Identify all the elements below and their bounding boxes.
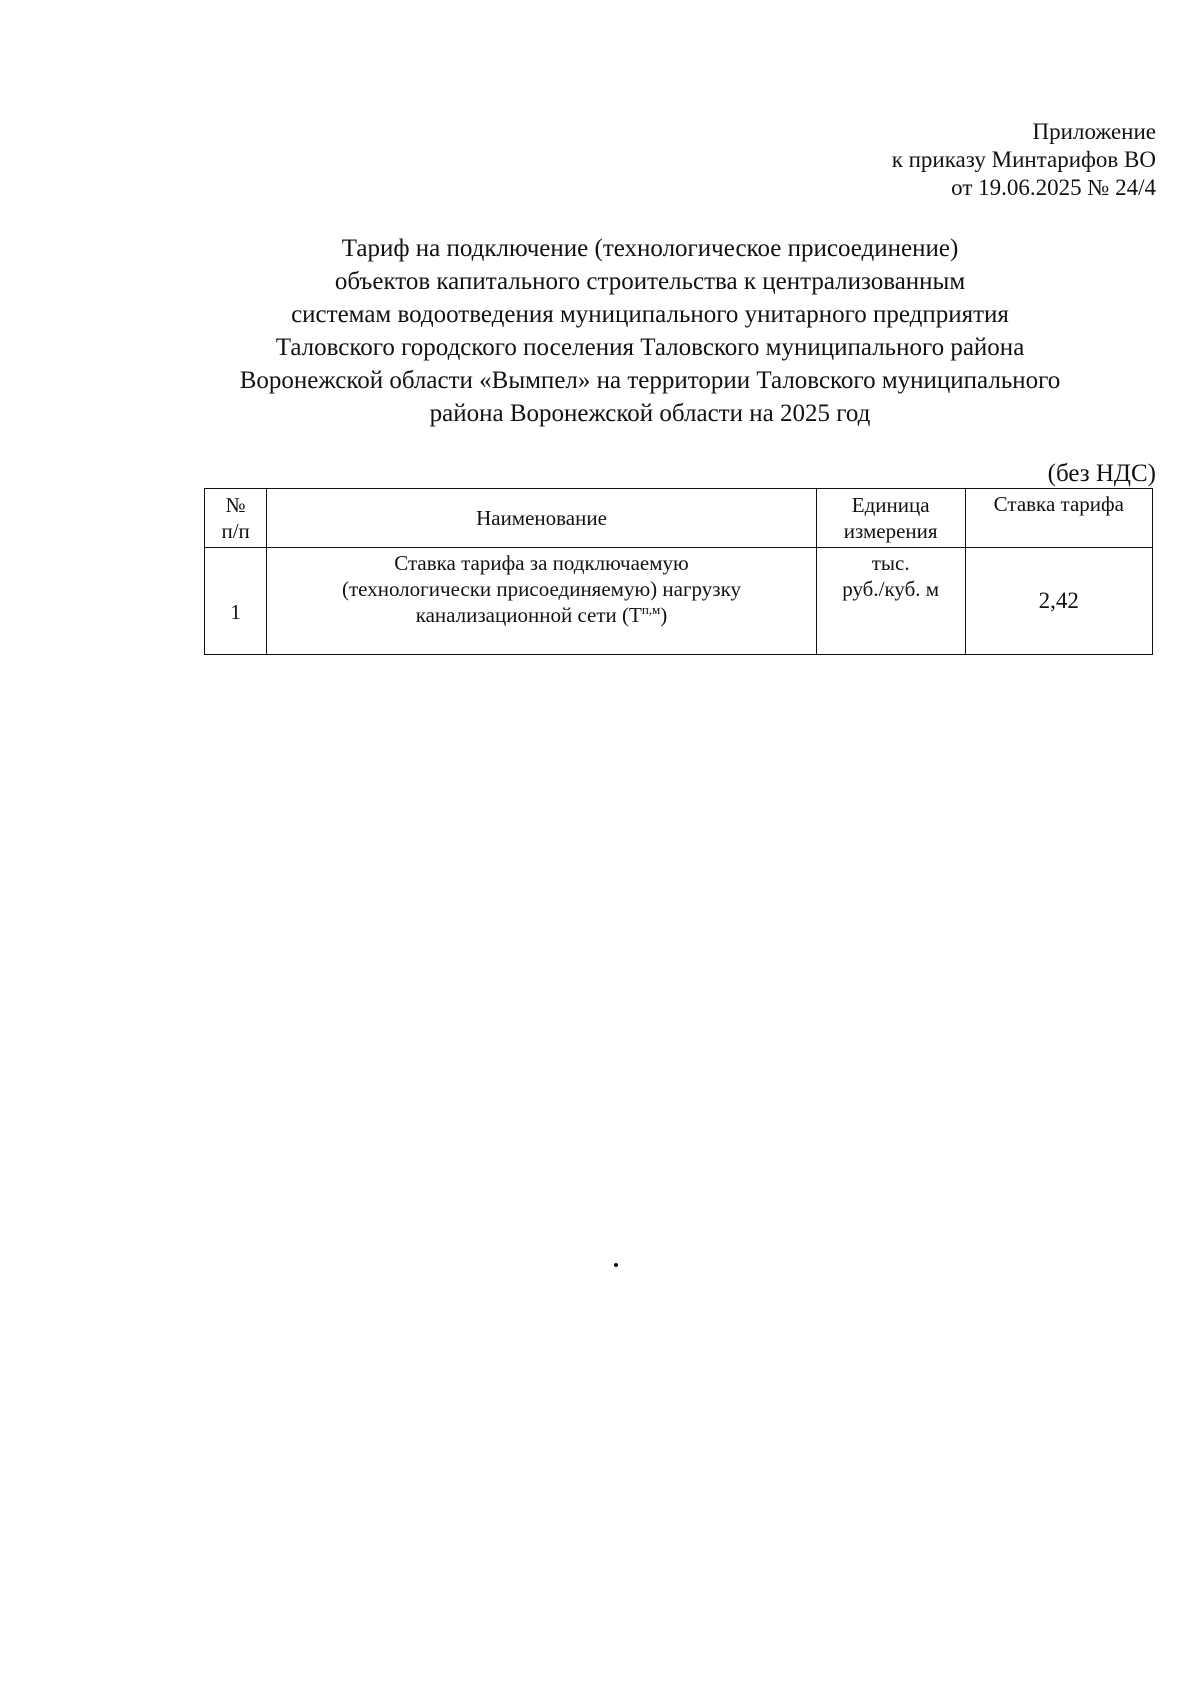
vat-note: (без НДС) bbox=[1047, 460, 1156, 487]
document-title bbox=[150, 232, 1150, 430]
row-name-superscript: п,м bbox=[641, 602, 661, 617]
table-row bbox=[205, 548, 1153, 655]
row-rate: 2,42 bbox=[965, 548, 1152, 655]
row-name-line3-suffix: ) bbox=[660, 603, 668, 627]
row-number: 1 bbox=[205, 548, 267, 655]
title-line: Воронежской области «Вымпел» на территории Таловского муниципального bbox=[239, 367, 1061, 394]
row-unit-line2: руб./куб. м bbox=[842, 577, 940, 601]
row-unit-line1: тыс. bbox=[871, 551, 910, 575]
title-line: Таловского городского поселения Таловского муниципального района bbox=[275, 334, 1025, 361]
header-name: Наименование bbox=[267, 489, 816, 548]
title-line: Тариф на подключение (технологическое присоединение) bbox=[341, 235, 959, 262]
appendix-reference bbox=[892, 118, 1156, 202]
title-line: объектов капитального строительства к централизованным bbox=[334, 268, 966, 295]
appendix-order: к приказу Минтарифов ВО bbox=[891, 147, 1156, 172]
table-header-row bbox=[205, 489, 1153, 548]
appendix-label: Приложение bbox=[1032, 119, 1156, 144]
header-unit bbox=[816, 489, 965, 548]
tariff-table bbox=[204, 488, 1153, 655]
stray-mark bbox=[614, 1263, 618, 1267]
header-number-symbol: № bbox=[225, 493, 246, 517]
title-line: района Воронежской области на 2025 год bbox=[429, 400, 871, 427]
row-name-line3-prefix: канализационной сети (Т bbox=[415, 603, 642, 627]
header-number-abbr: п/п bbox=[221, 519, 250, 543]
header-rate: Ставка тарифа bbox=[965, 489, 1152, 548]
row-unit bbox=[816, 548, 965, 655]
header-number bbox=[205, 489, 267, 548]
row-name bbox=[267, 548, 816, 655]
header-unit-line2: измерения bbox=[843, 519, 938, 543]
row-name-line1: Ставка тарифа за подключаемую bbox=[394, 551, 689, 575]
row-name-line3 bbox=[271, 602, 811, 628]
header-unit-line1: Единица bbox=[851, 493, 930, 517]
title-line: системам водоотведения муниципального унитарного предприятия bbox=[291, 301, 1009, 328]
row-name-line2: (технологически присоединяемую) нагрузку bbox=[342, 577, 741, 601]
appendix-date: от 19.06.2025 № 24/4 bbox=[951, 175, 1156, 200]
